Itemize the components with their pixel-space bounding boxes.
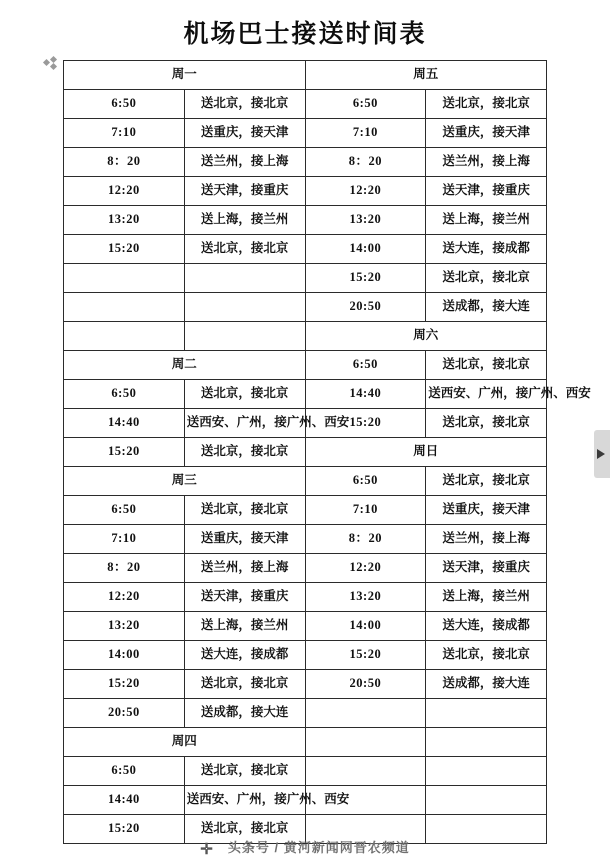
table-cell-empty bbox=[64, 322, 185, 351]
day-header: 周三 bbox=[64, 467, 306, 496]
table-cell-empty bbox=[305, 728, 426, 757]
route-cell: 送上海，接兰州 bbox=[184, 612, 305, 641]
route-cell: 送重庆，接天津 bbox=[184, 119, 305, 148]
route-cell: 送北京，接北京 bbox=[426, 467, 547, 496]
table-cell-empty bbox=[305, 699, 426, 728]
table-row bbox=[64, 554, 547, 583]
day-header: 周日 bbox=[305, 438, 547, 467]
route-cell: 送西安、广州，接广州、西安 bbox=[426, 380, 547, 409]
table-row bbox=[64, 786, 547, 815]
route-cell: 送成都，接大连 bbox=[426, 670, 547, 699]
departure-time-cell: 14:00 bbox=[305, 612, 426, 641]
departure-time-cell: 12:20 bbox=[305, 177, 426, 206]
departure-time-cell: 20:50 bbox=[305, 293, 426, 322]
departure-time-cell: 14:00 bbox=[64, 641, 185, 670]
table-row bbox=[64, 235, 547, 264]
departure-time-cell: 7:10 bbox=[64, 525, 185, 554]
route-cell: 送兰州，接上海 bbox=[426, 525, 547, 554]
route-cell: 送北京，接北京 bbox=[184, 235, 305, 264]
route-cell: 送北京，接北京 bbox=[426, 90, 547, 119]
departure-time-cell: 14:40 bbox=[305, 380, 426, 409]
day-header: 周四 bbox=[64, 728, 306, 757]
departure-time-cell: 6:50 bbox=[64, 496, 185, 525]
departure-time-cell: 15:20 bbox=[64, 438, 185, 467]
route-cell: 送重庆，接天津 bbox=[426, 496, 547, 525]
page-title: 机场巴士接送时间表 bbox=[183, 21, 427, 48]
day-header: 周一 bbox=[64, 61, 306, 90]
table-cell-empty bbox=[184, 293, 305, 322]
route-cell: 送大连，接成都 bbox=[426, 612, 547, 641]
watermark-text: 头条号 / 黄河新闻网晋农频道 bbox=[227, 840, 410, 856]
departure-time-cell: 13:20 bbox=[64, 612, 185, 641]
table-row bbox=[64, 728, 547, 757]
table-row bbox=[64, 525, 547, 554]
route-cell: 送成都，接大连 bbox=[184, 699, 305, 728]
schedule-table bbox=[63, 60, 591, 844]
departure-time-cell: 13:20 bbox=[305, 583, 426, 612]
departure-time-cell: 7:10 bbox=[305, 496, 426, 525]
table-cell-empty bbox=[426, 699, 547, 728]
departure-time-cell: 12:20 bbox=[64, 177, 185, 206]
route-cell: 送天津，接重庆 bbox=[426, 554, 547, 583]
route-cell: 送上海，接兰州 bbox=[184, 206, 305, 235]
departure-time-cell: 6:50 bbox=[64, 380, 185, 409]
departure-time-cell: 8：20 bbox=[64, 148, 185, 177]
table-cell-empty bbox=[64, 293, 185, 322]
route-cell: 送北京，接北京 bbox=[184, 670, 305, 699]
departure-time-cell: 15:20 bbox=[64, 815, 185, 844]
table-row bbox=[64, 467, 547, 496]
departure-time-cell: 20:50 bbox=[305, 670, 426, 699]
table-row bbox=[64, 699, 547, 728]
table-row bbox=[64, 177, 547, 206]
departure-time-cell: 20:50 bbox=[64, 699, 185, 728]
departure-time-cell: 15:20 bbox=[305, 641, 426, 670]
table-row bbox=[64, 61, 547, 90]
departure-time-cell: 6:50 bbox=[64, 757, 185, 786]
route-cell: 送上海，接兰州 bbox=[426, 583, 547, 612]
departure-time-cell: 7:10 bbox=[305, 119, 426, 148]
table-cell-empty bbox=[426, 728, 547, 757]
departure-time-cell: 15:20 bbox=[305, 409, 426, 438]
table-cell-empty bbox=[64, 264, 185, 293]
route-cell: 送天津，接重庆 bbox=[184, 583, 305, 612]
day-header: 周二 bbox=[64, 351, 306, 380]
table-row bbox=[64, 264, 547, 293]
table-cell-empty bbox=[426, 786, 547, 815]
departure-time-cell: 14:40 bbox=[64, 786, 185, 815]
table-row bbox=[64, 148, 547, 177]
route-cell: 送北京，接北京 bbox=[426, 351, 547, 380]
table-cell-empty bbox=[184, 264, 305, 293]
departure-time-cell: 12:20 bbox=[64, 583, 185, 612]
page-scroll-tab[interactable] bbox=[594, 430, 610, 478]
route-cell: 送天津，接重庆 bbox=[184, 177, 305, 206]
departure-time-cell: 12:20 bbox=[305, 554, 426, 583]
table-row bbox=[64, 757, 547, 786]
table-row bbox=[64, 293, 547, 322]
table-row bbox=[64, 438, 547, 467]
plus-icon: ✛ bbox=[200, 841, 214, 858]
route-cell: 送重庆，接天津 bbox=[184, 525, 305, 554]
departure-time-cell: 14:00 bbox=[305, 235, 426, 264]
route-cell: 送北京，接北京 bbox=[184, 438, 305, 467]
table-row bbox=[64, 496, 547, 525]
departure-time-cell: 13:20 bbox=[64, 206, 185, 235]
table-row bbox=[64, 351, 547, 380]
table-cell-empty bbox=[305, 757, 426, 786]
departure-time-cell: 6:50 bbox=[305, 90, 426, 119]
route-cell: 送北京，接北京 bbox=[184, 90, 305, 119]
route-cell: 送北京，接北京 bbox=[426, 409, 547, 438]
route-cell: 送大连，接成都 bbox=[426, 235, 547, 264]
table-row bbox=[64, 380, 547, 409]
day-header: 周六 bbox=[305, 322, 547, 351]
departure-time-cell: 6:50 bbox=[305, 351, 426, 380]
table-row bbox=[64, 322, 547, 351]
departure-time-cell: 15:20 bbox=[64, 235, 185, 264]
table-row bbox=[64, 90, 547, 119]
route-cell: 送重庆，接天津 bbox=[426, 119, 547, 148]
route-cell: 送兰州，接上海 bbox=[426, 148, 547, 177]
table-row bbox=[64, 583, 547, 612]
table-cell-empty bbox=[184, 322, 305, 351]
departure-time-cell: 8：20 bbox=[64, 554, 185, 583]
departure-time-cell: 14:40 bbox=[64, 409, 185, 438]
departure-time-cell: 15:20 bbox=[64, 670, 185, 699]
route-cell: 送北京，接北京 bbox=[184, 815, 305, 844]
departure-time-cell: 8：20 bbox=[305, 525, 426, 554]
route-cell: 送北京，接北京 bbox=[184, 496, 305, 525]
departure-time-cell: 6:50 bbox=[305, 467, 426, 496]
table-row bbox=[64, 119, 547, 148]
route-cell: 送兰州，接上海 bbox=[184, 554, 305, 583]
route-cell: 送上海，接兰州 bbox=[426, 206, 547, 235]
table-cell-empty bbox=[426, 757, 547, 786]
route-cell: 送北京，接北京 bbox=[184, 757, 305, 786]
route-cell: 送西安、广州，接广州、西安 bbox=[184, 786, 305, 815]
table-row bbox=[64, 409, 547, 438]
route-cell: 送天津，接重庆 bbox=[426, 177, 547, 206]
route-cell: 送北京，接北京 bbox=[426, 641, 547, 670]
route-cell: 送西安、广州，接广州、西安 bbox=[184, 409, 305, 438]
schedule-table-wrapper bbox=[63, 60, 591, 844]
table-row bbox=[64, 641, 547, 670]
route-cell: 送大连，接成都 bbox=[184, 641, 305, 670]
route-cell: 送北京，接北京 bbox=[184, 380, 305, 409]
table-row bbox=[64, 612, 547, 641]
departure-time-cell: 7:10 bbox=[64, 119, 185, 148]
decorative-dots-icon bbox=[44, 57, 62, 69]
day-header: 周五 bbox=[305, 61, 547, 90]
route-cell: 送兰州，接上海 bbox=[184, 148, 305, 177]
departure-time-cell: 6:50 bbox=[64, 90, 185, 119]
departure-time-cell: 13:20 bbox=[305, 206, 426, 235]
route-cell: 送北京，接北京 bbox=[426, 264, 547, 293]
table-row bbox=[64, 206, 547, 235]
table-row bbox=[64, 670, 547, 699]
footer-watermark bbox=[0, 837, 610, 858]
route-cell: 送成都，接大连 bbox=[426, 293, 547, 322]
departure-time-cell: 15:20 bbox=[305, 264, 426, 293]
departure-time-cell: 8：20 bbox=[305, 148, 426, 177]
